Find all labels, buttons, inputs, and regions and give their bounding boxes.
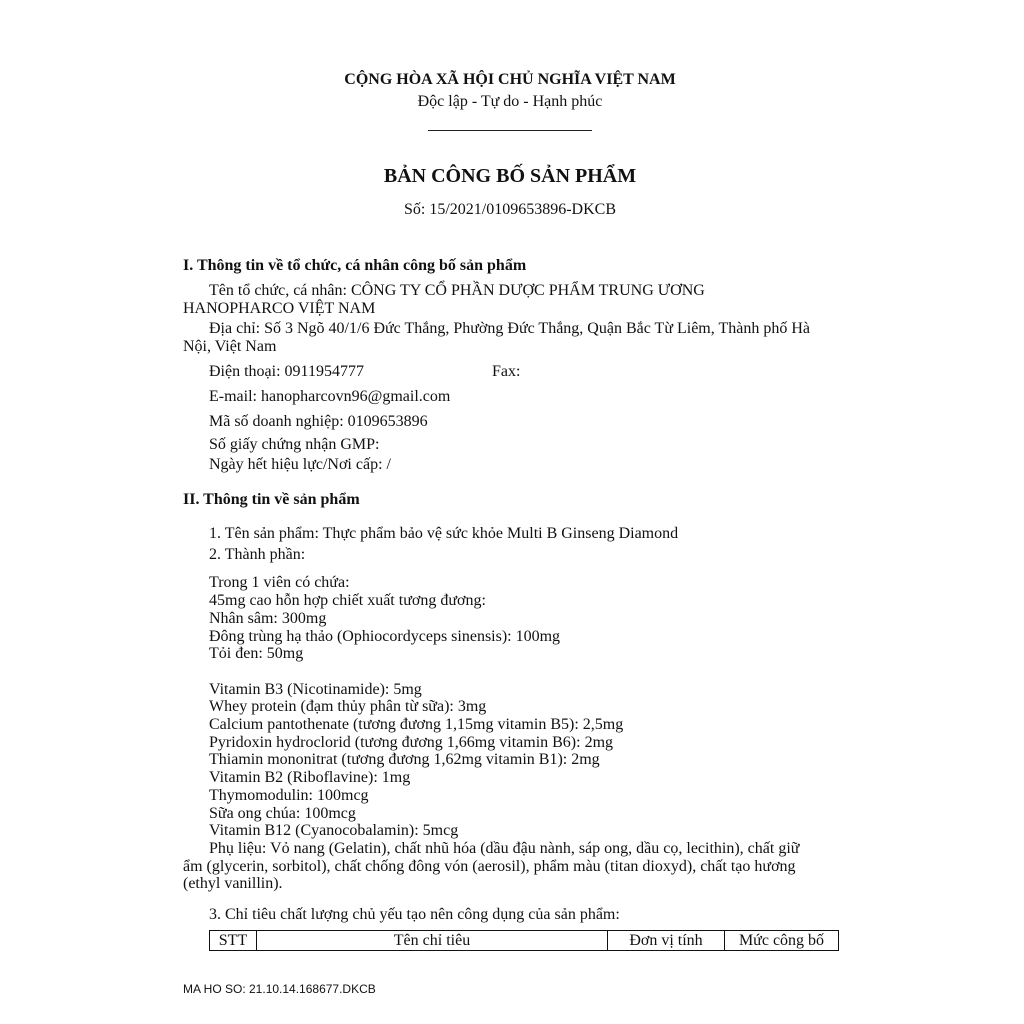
composition-line: Đông trùng hạ thảo (Ophiocordyceps sinensis): 100mg [209,628,561,645]
motto: Độc lập - Tự do - Hạnh phúc [417,93,603,110]
header-divider [428,130,592,131]
quality-label: 3. Chỉ tiêu chất lượng chủ yếu tạo nên công dụng của sản phẩm: [209,906,620,923]
table-header-cell: Mức công bố [725,931,839,951]
excipient-line: ẩm (glycerin, sorbitol), chất chống đông vón (aerosil), phẩm màu (titan dioxyd), chất tạo hương [183,858,796,875]
table-header-cell: Tên chỉ tiêu [257,931,608,951]
vitamin-line: Vitamin B2 (Riboflavine): 1mg [209,769,411,786]
quality-table [209,930,839,951]
address-line1: Địa chỉ: Số 3 Ngõ 40/1/6 Đức Thắng, Phường Đức Thắng, Quận Bắc Từ Liêm, Thành phố Hà [209,320,810,337]
section1-heading: I. Thông tin về tổ chức, cá nhân công bố sản phẩm [183,257,527,274]
nation-heading: CỘNG HÒA XÃ HỘI CHỦ NGHĨA VIỆT NAM [344,71,676,88]
org-name-line2: HANOPHARCO VIỆT NAM [183,300,376,317]
table-header-row [210,931,839,951]
composition-line: Trong 1 viên có chứa: [209,574,350,591]
vitamin-line: Vitamin B3 (Nicotinamide): 5mg [209,681,422,698]
fax: Fax: [492,363,521,380]
gmp-certificate: Số giấy chứng nhận GMP: [209,436,380,453]
vitamin-line: Pyridoxin hydroclorid (tương đương 1,66mg vitamin B6): 2mg [209,734,614,751]
vitamin-line: Whey protein (đạm thủy phân từ sữa): 3mg [209,698,487,715]
expiry-issuer: Ngày hết hiệu lực/Nơi cấp: / [209,456,391,473]
address-line2: Nội, Việt Nam [183,338,277,355]
table-header-cell: STT [210,931,257,951]
phone: Điện thoại: 0911954777 [209,363,364,380]
email: E-mail: hanopharcovn96@gmail.com [209,388,451,405]
composition-line: Tỏi đen: 50mg [209,645,304,662]
section2-heading: II. Thông tin về sản phẩm [183,491,360,508]
table-header-cell: Đơn vị tính [608,931,725,951]
vitamin-line: Thymomodulin: 100mcg [209,787,369,804]
org-name-line1: Tên tổ chức, cá nhân: CÔNG TY CỔ PHẦN DƯỢC PHẨM TRUNG ƯƠNG [209,282,705,299]
vitamin-line: Vitamin B12 (Cyanocobalamin): 5mcg [209,822,459,839]
document-number: Số: 15/2021/0109653896-DKCB [403,201,616,218]
vitamin-line: Thiamin mononitrat (tương đương 1,62mg vitamin B1): 2mg [209,751,600,768]
vitamin-line: Calcium pantothenate (tương đương 1,15mg vitamin B5): 2,5mg [209,716,624,733]
excipient-line: (ethyl vanillin). [183,875,283,892]
product-name: 1. Tên sản phẩm: Thực phẩm bảo vệ sức khỏe Multi B Ginseng Diamond [209,525,679,542]
vitamin-line: Sữa ong chúa: 100mcg [209,805,356,822]
document-title: BẢN CÔNG BỐ SẢN PHẨM [383,165,637,187]
composition-label: 2. Thành phần: [209,546,306,563]
excipient-line: Phụ liệu: Vỏ nang (Gelatin), chất nhũ hóa (dầu đậu nành, sáp ong, dầu cọ, lecithin), chất giữ [209,840,800,857]
composition-line: 45mg cao hỗn hợp chiết xuất tương đương: [209,592,486,609]
composition-line: Nhân sâm: 300mg [209,610,327,627]
file-code: MA HO SO: 21.10.14.168677.DKCB [183,982,376,996]
tax-code: Mã số doanh nghiệp: 0109653896 [209,413,428,430]
